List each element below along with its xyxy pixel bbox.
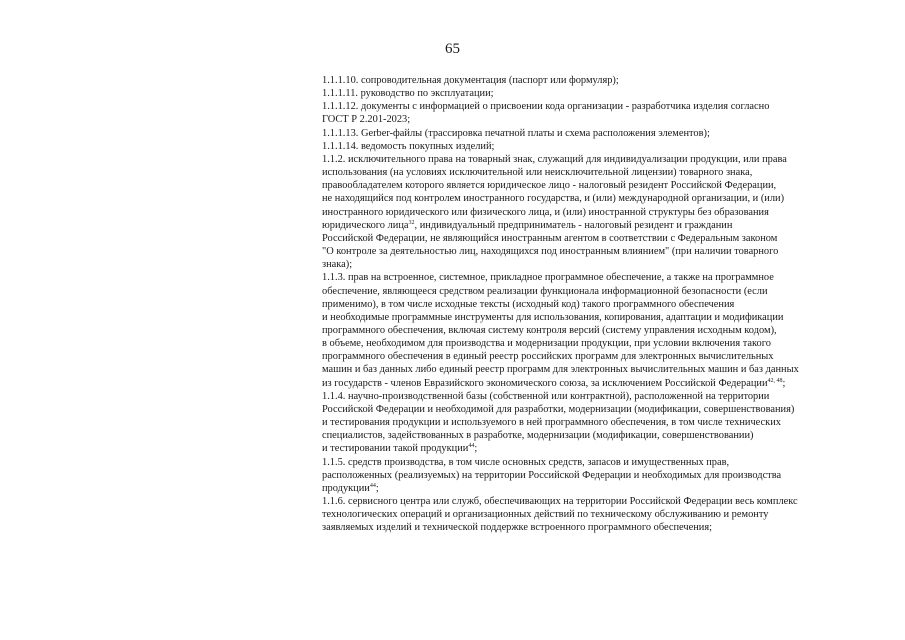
line-text: иностранного юридического или физического лица, и (или) иностранной структуры без образования (322, 206, 769, 218)
text-line (322, 271, 882, 284)
text-line (322, 429, 882, 442)
text-line (322, 416, 882, 429)
line-text: и тестировании такой продукции (322, 443, 469, 455)
line-text: знака); (322, 259, 353, 271)
text-line (322, 179, 882, 192)
text-line (322, 153, 882, 166)
text-line (322, 324, 882, 337)
line-text: 1.1.1.12. документы с информацией о присвоении кода организации - разработчика изделия согласно (322, 101, 770, 113)
text-line (322, 337, 882, 350)
line-text: юридического лица (322, 219, 409, 231)
line-text: программного обеспечения в единый реестр российских программ для электронных вычислительных (322, 351, 774, 363)
text-line (322, 390, 882, 403)
line-text: 1.1.1.11. руководство по эксплуатации; (322, 88, 494, 100)
document-body (322, 74, 882, 534)
line-text: правообладателем которого является юридическое лицо - налоговый резидент Российской Федерации, (322, 180, 777, 192)
text-line (322, 245, 882, 258)
text-line (322, 442, 882, 455)
text-line (322, 192, 882, 205)
line-text-after-footnote: ; (474, 443, 478, 455)
text-line (322, 350, 882, 363)
line-text: применимо), в том числе исходные тексты (исходный код) такого программного обеспечения (322, 298, 735, 310)
line-text: не находящийся под контролем иностранного государства, и (или) международной организации, и (или) (322, 193, 785, 205)
text-line (322, 74, 882, 87)
line-text: 1.1.1.14. ведомость покупных изделий; (322, 140, 495, 152)
text-line (322, 469, 882, 482)
text-line (322, 285, 882, 298)
line-text: программного обеспечения, включая систему контроля версий (систему управления исходным кодом), (322, 324, 777, 336)
page-number: 65 (445, 41, 460, 57)
text-line (322, 87, 882, 100)
line-text: 1.1.1.10. сопроводительная документация (паспорт или формуляр); (322, 75, 619, 86)
text-line (322, 219, 882, 232)
text-line (322, 298, 882, 311)
line-text-after-footnote: ; (375, 482, 379, 494)
line-text: заявляемых изделий и технической поддержке встроенного программного обеспечения; (322, 522, 713, 534)
line-text: обеспечение, являющееся средством реализации функционала информационной безопасности (если (322, 285, 768, 297)
text-line (322, 166, 882, 179)
footnote-ref: 32 (408, 219, 415, 226)
text-line (322, 100, 882, 113)
line-text: из государств - членов Евразийского экономического союза, за исключением Российской Федерации (322, 377, 768, 389)
text-line (322, 232, 882, 245)
text-line (322, 482, 882, 495)
line-text: Российской Федерации и необходимой для разработки, модернизации (модификации, совершенствования) (322, 403, 795, 415)
line-text-after-footnote: , индивидуальный предприниматель - налоговый резидент и гражданин (414, 219, 733, 231)
text-line (322, 495, 882, 508)
text-line (322, 113, 882, 126)
footnote-ref: 42, 48 (767, 377, 783, 384)
line-text: ГОСТ Р 2.201-2023; (322, 114, 411, 126)
line-text-after-footnote: ; (782, 377, 786, 389)
text-line (322, 521, 882, 534)
text-line (322, 140, 882, 153)
line-text: технологических операций и организационных действий по техническому обслуживанию и ремонту (322, 509, 769, 521)
footnote-ref: 44 (369, 482, 376, 489)
line-text: продукции (322, 482, 370, 494)
line-text: машин и баз данных либо единый реестр программ для электронных вычислительных машин и баз данных (322, 364, 799, 376)
text-line (322, 456, 882, 469)
line-text: использования (на условиях исключительной или неисключительной лицензии) товарного знака, (322, 167, 753, 179)
line-text: 1.1.6. сервисного центра или служб, обеспечивающих на территории Российской Федерации весь комплекс (322, 496, 798, 507)
line-text: 1.1.2. исключительного права на товарный знак, служащий для индивидуализации продукции, или права (322, 153, 787, 165)
line-text: и необходимые программные инструменты для использования, копирования, адаптации и модификации (322, 311, 784, 323)
line-text: в объеме, необходимом для производства и модернизации продукции, при условии включения такого (322, 338, 771, 350)
footnote-ref: 44 (468, 443, 475, 450)
text-line (322, 311, 882, 324)
line-text: Российской Федерации, не являющийся иностранным агентом в соответствии с Федеральным законом (322, 232, 778, 244)
text-line (322, 377, 882, 390)
line-text: 1.1.3. прав на встроенное, системное, прикладное программное обеспечение, а также на программное (322, 272, 774, 284)
text-line (322, 403, 882, 416)
line-text: 1.1.4. научно-производственной базы (собственной или контрактной), расположенной на территории (322, 390, 770, 402)
line-text: расположенных (реализуемых) на территории Российской Федерации и необходимых для производства (322, 469, 782, 481)
line-text: 1.1.5. средств производства, в том числе основных средств, запасов и имущественных прав, (322, 456, 730, 468)
line-text: 1.1.1.13. Gerber-файлы (трассировка печатной платы и схема расположения элементов); (322, 127, 710, 139)
text-line (322, 508, 882, 521)
line-text: специалистов, задействованных в разработке, модернизации (модификации, совершенствовании) (322, 430, 754, 442)
text-line (322, 127, 882, 140)
line-text: и тестирования продукции и используемого в ней программного обеспечения, в том числе технических (322, 417, 781, 429)
line-text: "О контроле за деятельностью лиц, находящихся под иностранным влиянием" (при наличии товарного (322, 246, 779, 258)
text-line (322, 363, 882, 376)
text-line (322, 206, 882, 219)
text-line (322, 258, 882, 271)
